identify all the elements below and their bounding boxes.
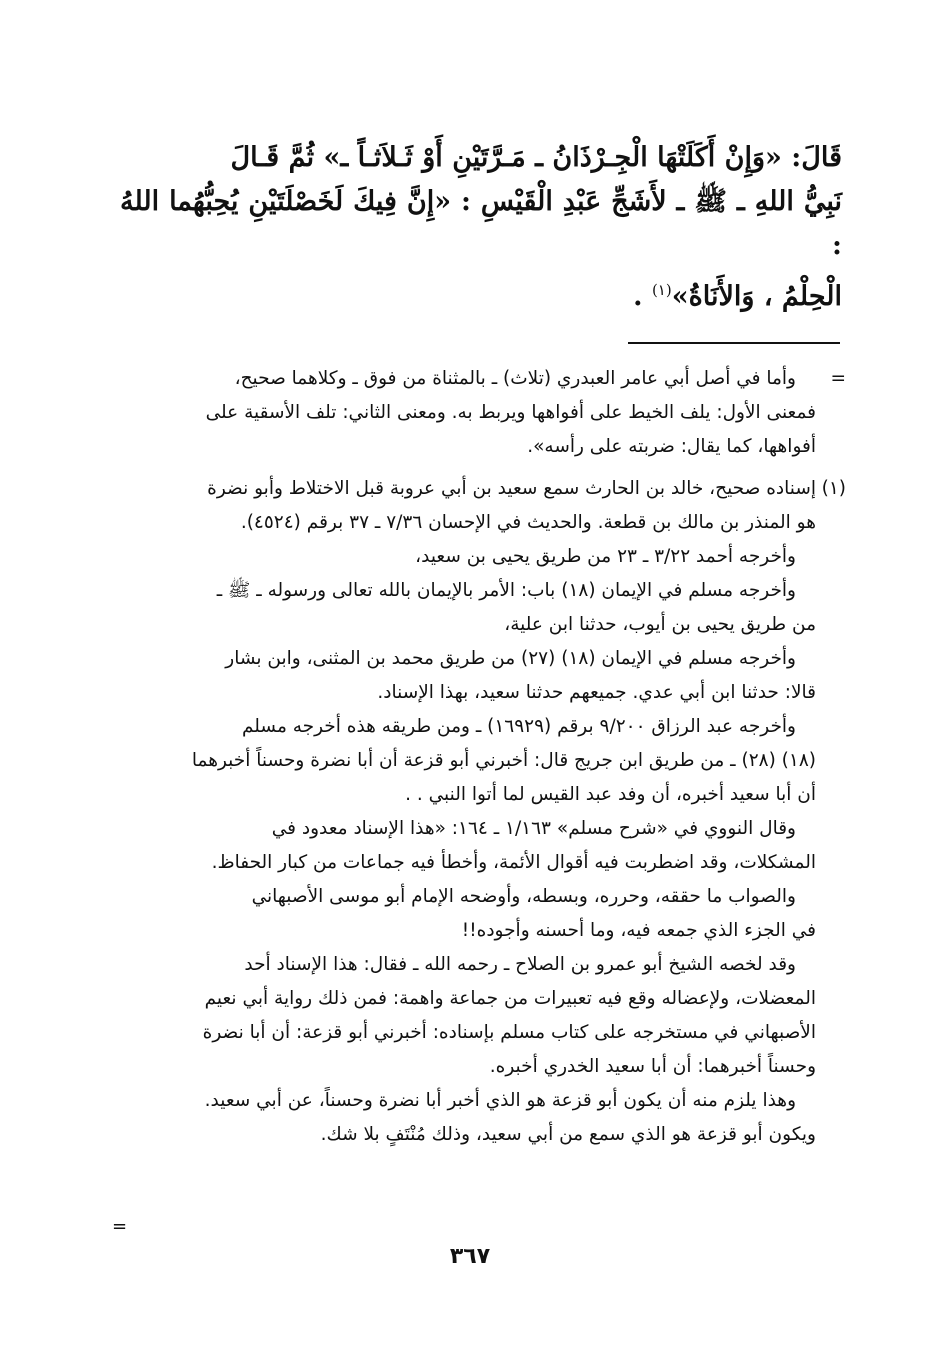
footnote-line: وقد لخصه الشيخ أبو عمرو بن الصلاح ـ رحمه الله ـ فقال: هذا الإسناد أحد <box>244 954 796 975</box>
hadith-main-text <box>120 136 842 319</box>
footnote-line: الأصبهاني في مستخرجه على كتاب مسلم بإسناده: أخبرني أبو قزعة: أن أبا نضرة <box>202 1022 816 1043</box>
main-text-line <box>120 268 842 319</box>
page-number: ٣٦٧ <box>449 1244 491 1269</box>
continued-footnote <box>100 362 846 464</box>
footnote-line: قالا: حدثنا ابن أبي عدي. جميعهم حدثنا سعيد، بهذا الإسناد. <box>377 682 816 703</box>
continues-marker: = <box>112 1216 128 1237</box>
footnote-line: وأما في أصل أبي عامر العبدري (تلاث) ـ بالمثناة من فوق ـ وكلاهما صحيح، <box>234 368 796 389</box>
footnote-line: وحسناً أخبرهما: أن أبا سعيد الخدري أخبره. <box>489 1056 816 1077</box>
footnote-line: ويكون أبو قزعة هو الذي سمع من أبي سعيد، وذلك مُنْتَفٍ بلا شك. <box>320 1124 816 1145</box>
footnote-line: وأخرجه عبد الرزاق ٩/٢٠٠ برقم (١٦٩٢٩) ـ ومن طريقه هذه أخرجه مسلم <box>242 716 796 737</box>
footnote-line: وقال النووي في «شرح مسلم» ١/١٦٣ ـ ١٦٤: «هذا الإسناد معدود في <box>271 818 796 839</box>
footnote-line: المعضلات، ولإعضاله وقع فيه تعبيرات من جماعة واهمة: فمن ذلك رواية أبي نعيم <box>204 988 816 1009</box>
footnotes-area <box>100 362 846 1160</box>
main-text-line: قَالَ: «وَإِنْ أَكَلَتْهَا الْجِـرْذَانُ ـ مَـرَّتَيْنِ أَوْ ثَـلاَثـاً ـ» ثُمَّ قَـالَ <box>230 142 842 173</box>
main-text-segment: الْحِلْمُ ، وَالأَنَاةُ» <box>671 281 842 312</box>
footnote-reference: (١) <box>651 281 672 299</box>
footnote-line: وهذا يلزم منه أن يكون أبو قزعة هو الذي أخبر أبا نضرة وحسناً، عن أبي سعيد. <box>204 1090 796 1111</box>
footnote-1 <box>100 472 846 1152</box>
footnote-line: المشكلات، وقد اضطربت فيه أقوال الأئمة، وأخطأ فيه جماعات من كبار الحفاظ. <box>211 852 816 873</box>
main-text-line: نَبِيُّ اللهِ ـ ﷺ ـ لأَشَجِّ عَبْدِ الْقَيْسِ : «إِنَّ فِيكَ لَخَصْلَتَيْنِ يُحِبُّهُما اللهُ : <box>120 186 842 261</box>
footnote-line: (١٨) (٢٨) ـ من طريق ابن جريج قال: أخبرني أبو قزعة أن أبا نضرة وحسناً أخبرهما <box>191 750 816 771</box>
footnote-line: من طريق يحيى بن أيوب، حدثنا ابن علية، <box>504 614 816 635</box>
footnote-line: وأخرجه مسلم في الإيمان (١٨) (٢٧) من طريق محمد بن المثنى، وابن بشار <box>225 648 796 669</box>
footnote-line: فمعنى الأول: يلف الخيط على أفواهها ويربط به. ومعنى الثاني: تلف الأسقية على <box>205 402 816 423</box>
footnote-line: وأخرجه أحمد ٣/٢٢ ـ ٢٣ من طريق يحيى بن سعيد، <box>415 546 796 567</box>
footnote-line: أفواهها، كما يقال: ضربته على رأسه». <box>527 436 816 457</box>
footnote-line: إسناده صحيح، خالد بن الحارث سمع سعيد بن أبي عروبة قبل الاختلاط وأبو نضرة <box>207 478 816 499</box>
footnote-line: في الجزء الذي جمعه فيه، وما أحسنه وأجوده!! <box>461 920 816 941</box>
footnote-separator <box>628 342 840 344</box>
footnote-line: وأخرجه مسلم في الإيمان (١٨) باب: الأمر بالإيمان بالله تعالى ورسوله ـ ﷺ ـ <box>216 580 796 601</box>
footnote-line: والصواب ما حققه، وحرره، وبسطه، وأوضحه الإمام أبو موسى الأصبهاني <box>251 886 796 907</box>
continuation-marker: = <box>830 368 846 389</box>
footnote-line: هو المنذر بن مالك بن قطعة. والحديث في الإحسان ٧/٣٦ ـ ٣٧ برقم (٤٥٢٤). <box>240 512 816 533</box>
footnote-number: (١) <box>821 478 846 499</box>
main-text-segment: . <box>633 281 652 312</box>
footnote-line: أن أبا سعيد أخبره، أن وفد عبد القيس لما أتوا النبي . . <box>405 784 816 805</box>
